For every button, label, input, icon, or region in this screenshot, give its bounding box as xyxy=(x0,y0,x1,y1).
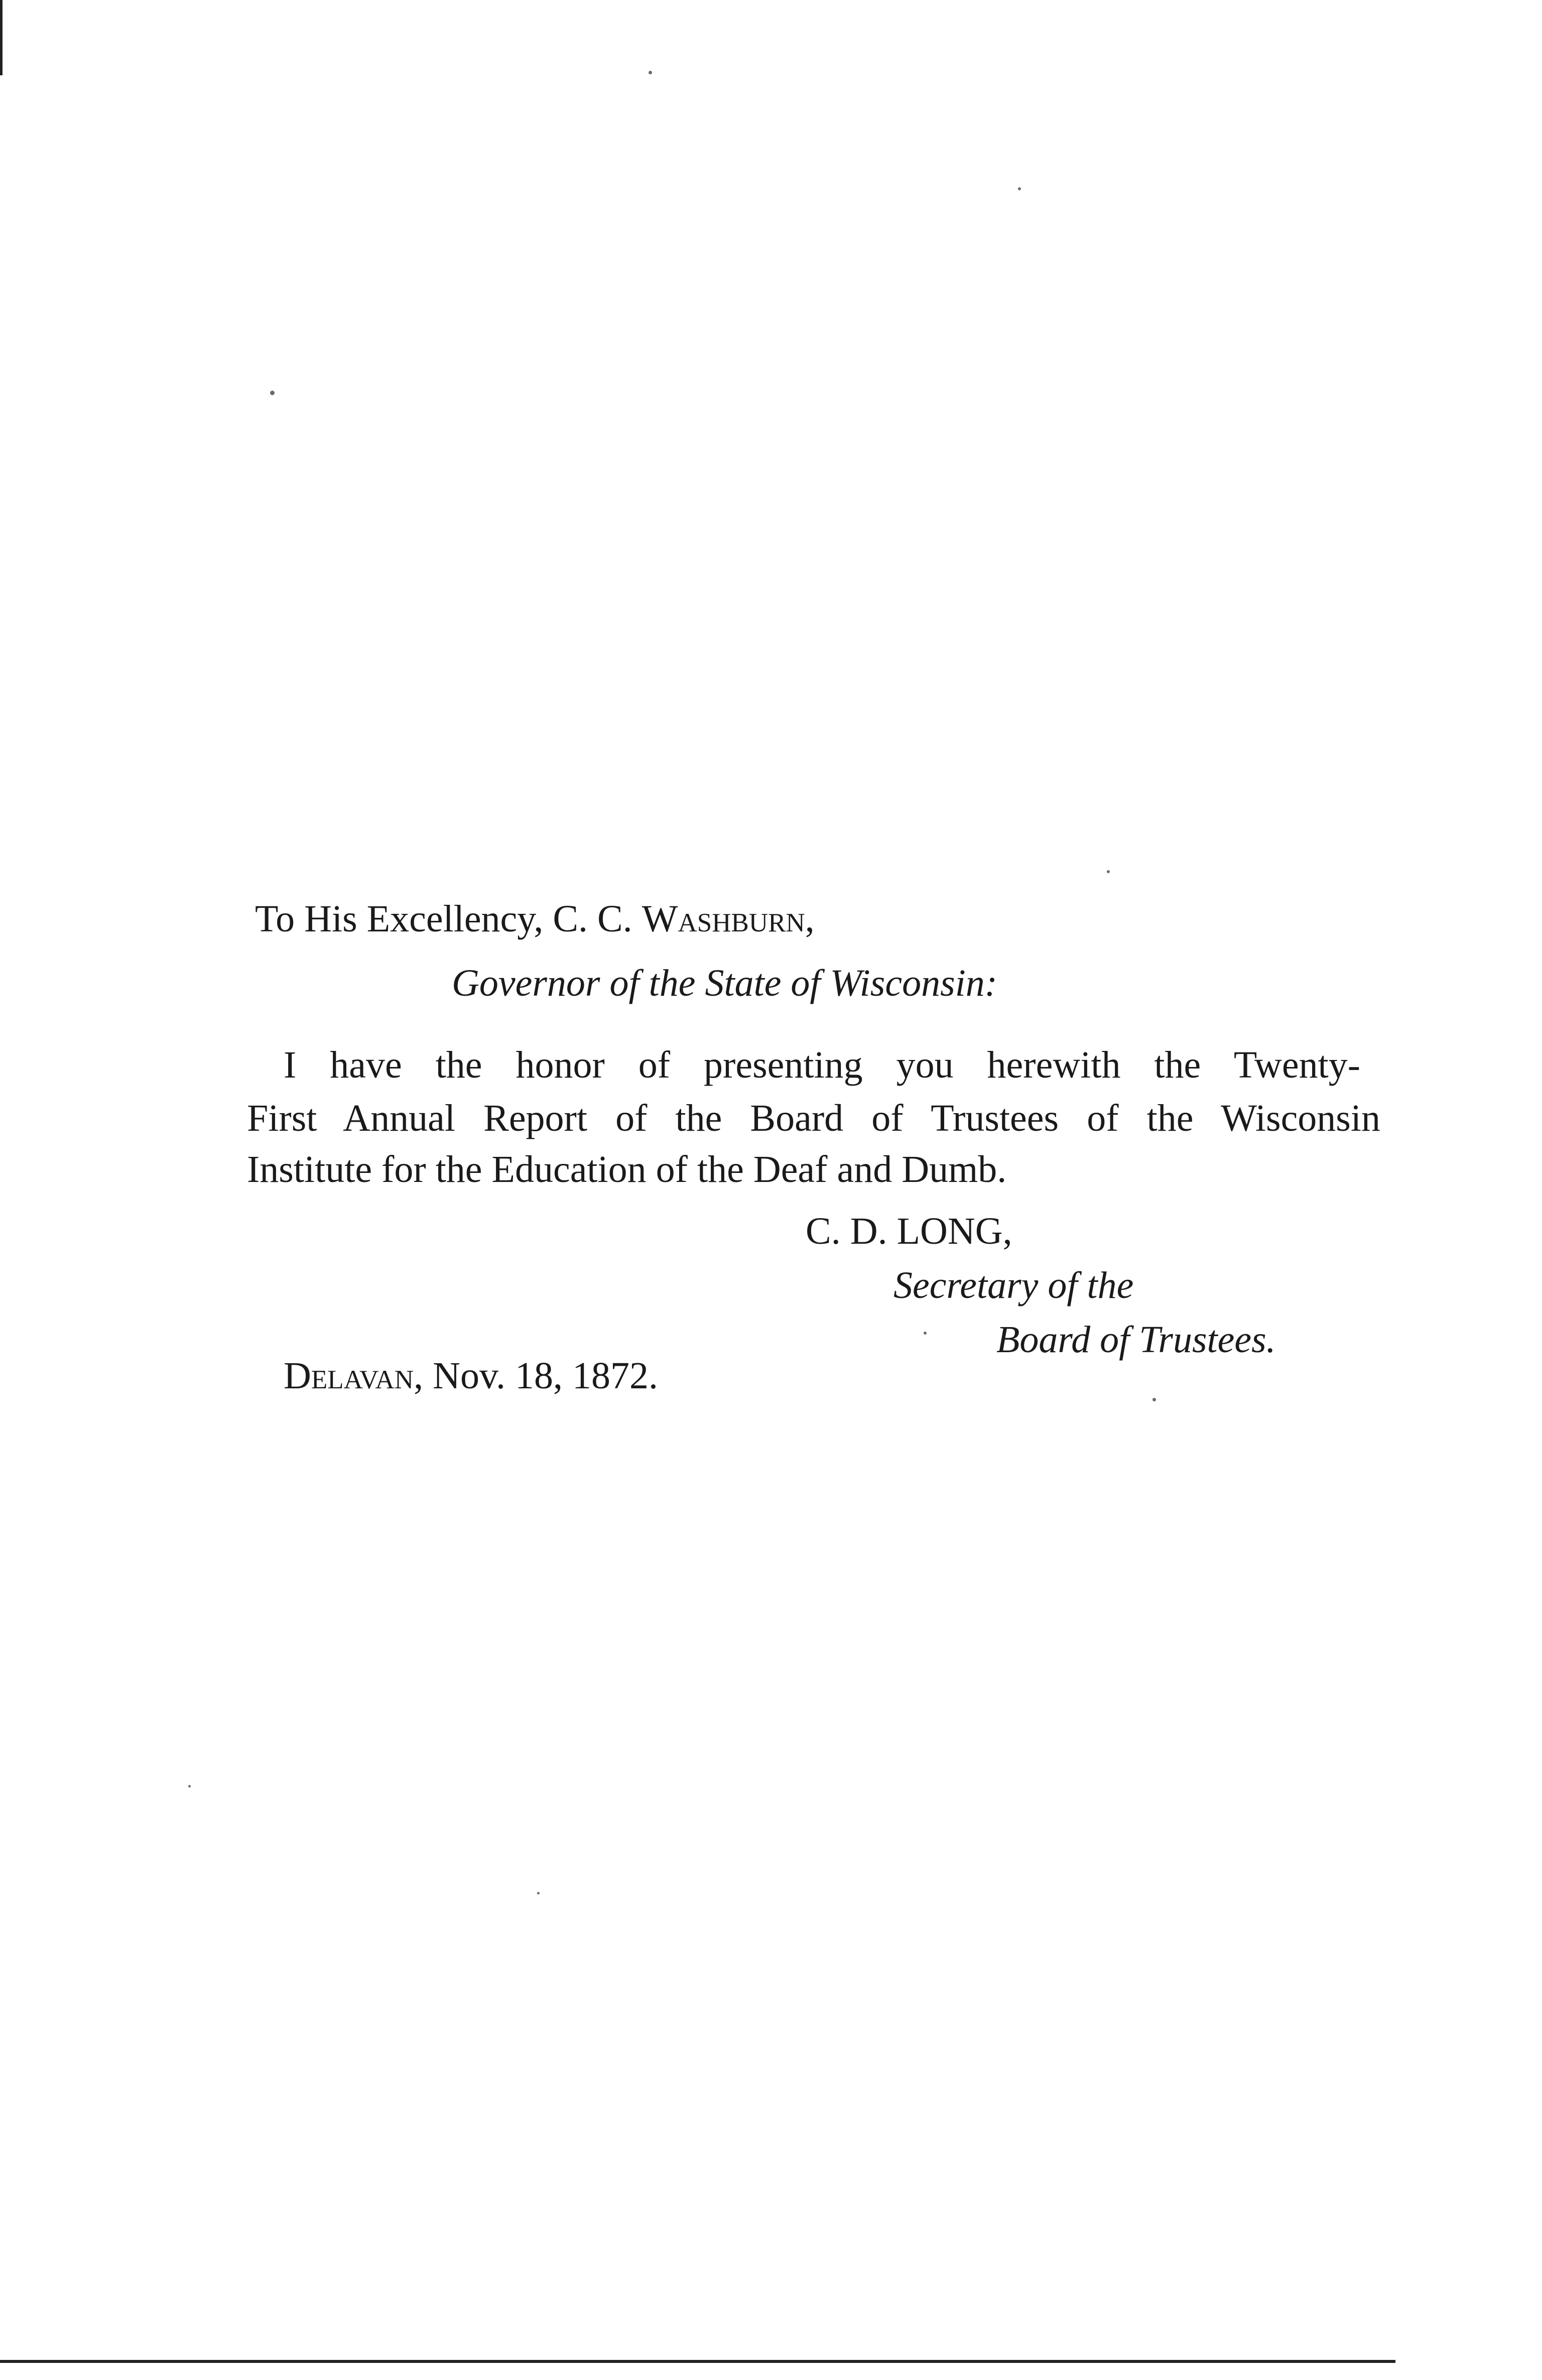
addressee-name: Washburn xyxy=(641,898,805,940)
addressee-office: Governor of the State of Wisconsin: xyxy=(452,962,998,1004)
dateline xyxy=(284,1357,658,1395)
salutation-suffix: , xyxy=(805,898,815,940)
scan-speck xyxy=(1107,870,1110,873)
salutation-line xyxy=(255,900,815,938)
scan-speck xyxy=(1018,187,1021,190)
dateline-place: Delavan xyxy=(284,1355,414,1397)
page-edge-bottom xyxy=(0,2360,1395,2363)
signatory-title-line-1: Secretary of the xyxy=(893,1264,1134,1306)
page-edge-left xyxy=(0,0,3,75)
scan-speck xyxy=(537,1892,540,1894)
salutation-prefix: To His Excellency, C. C. xyxy=(255,898,642,940)
dateline-date: , Nov. 18, 1872. xyxy=(414,1355,659,1397)
scan-speck xyxy=(270,391,275,395)
body-line-1: I have the honor of presenting you herewith the Twenty- xyxy=(284,1044,1360,1086)
signatory-title-line-2: Board of Trustees. xyxy=(996,1319,1276,1361)
scan-speck xyxy=(649,71,652,74)
scan-speck xyxy=(188,1785,191,1788)
scan-speck xyxy=(924,1332,927,1335)
body-line-2: First Annual Report of the Board of Trustees of the Wisconsin xyxy=(247,1097,1380,1139)
scan-speck xyxy=(1152,1398,1156,1401)
signatory-name: C. D. LONG, xyxy=(806,1210,1012,1252)
body-line-3: Institute for the Education of the Deaf and Dumb. xyxy=(247,1148,1007,1191)
